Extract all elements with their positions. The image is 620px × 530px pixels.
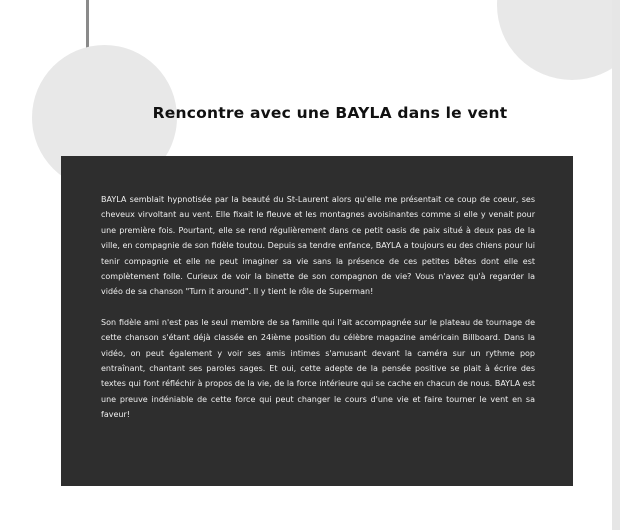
article-body-card bbox=[61, 156, 573, 486]
article-paragraph-1: BAYLA semblait hypnotisée par la beauté du St-Laurent alors qu'elle me présentait ce coup de coeur, ses cheveux virvoltant au vent. Elle fixait le fleuve et les montagnes avoisinantes comme si elle y venait pour une première fois. Pourtant, elle se rend régulièrement dans ce petit oasis de paix situé à deux pas de la ville, en compagnie de son fidèle toutou. Depuis sa tendre enfance, BAYLA a toujours eu des chiens pour lui tenir compagnie et elle ne peut imaginer sa vie sans la présence de ces petites bêtes dont elle est complètement folle. Curieux de voir la binette de son compagnon de vie? Vous n'avez qu'à regarder la vidéo de sa chanson "Turn it around". Il y tient le rôle de Superman! bbox=[101, 195, 535, 297]
scrollbar-track[interactable] bbox=[612, 0, 620, 530]
article-paragraph-2: Son fidèle ami n'est pas le seul membre de sa famille qui l'ait accompagnée sur le plateau de tournage de cette chanson s'étant déjà classée en 24ième position du célèbre magazine américain Billboard. Dans la vidéo, on peut également y voir ses amis intimes s'amusant devant la caméra sur un rythme pop entraînant, chantant ses paroles sages. Et oui, cette adepte de la pensée positive se plait à écrire des textes qui font réfléchir à propos de la vie, de la force intérieure qui se cache en chacun de nous. BAYLA est une preuve indéniable de cette force qui peut changer le cours d'une vie et faire tourner le vent en sa faveur! bbox=[101, 317, 535, 420]
decorative-circle-right bbox=[497, 0, 620, 80]
article-title: Rencontre avec une BAYLA dans le vent bbox=[152, 104, 508, 122]
